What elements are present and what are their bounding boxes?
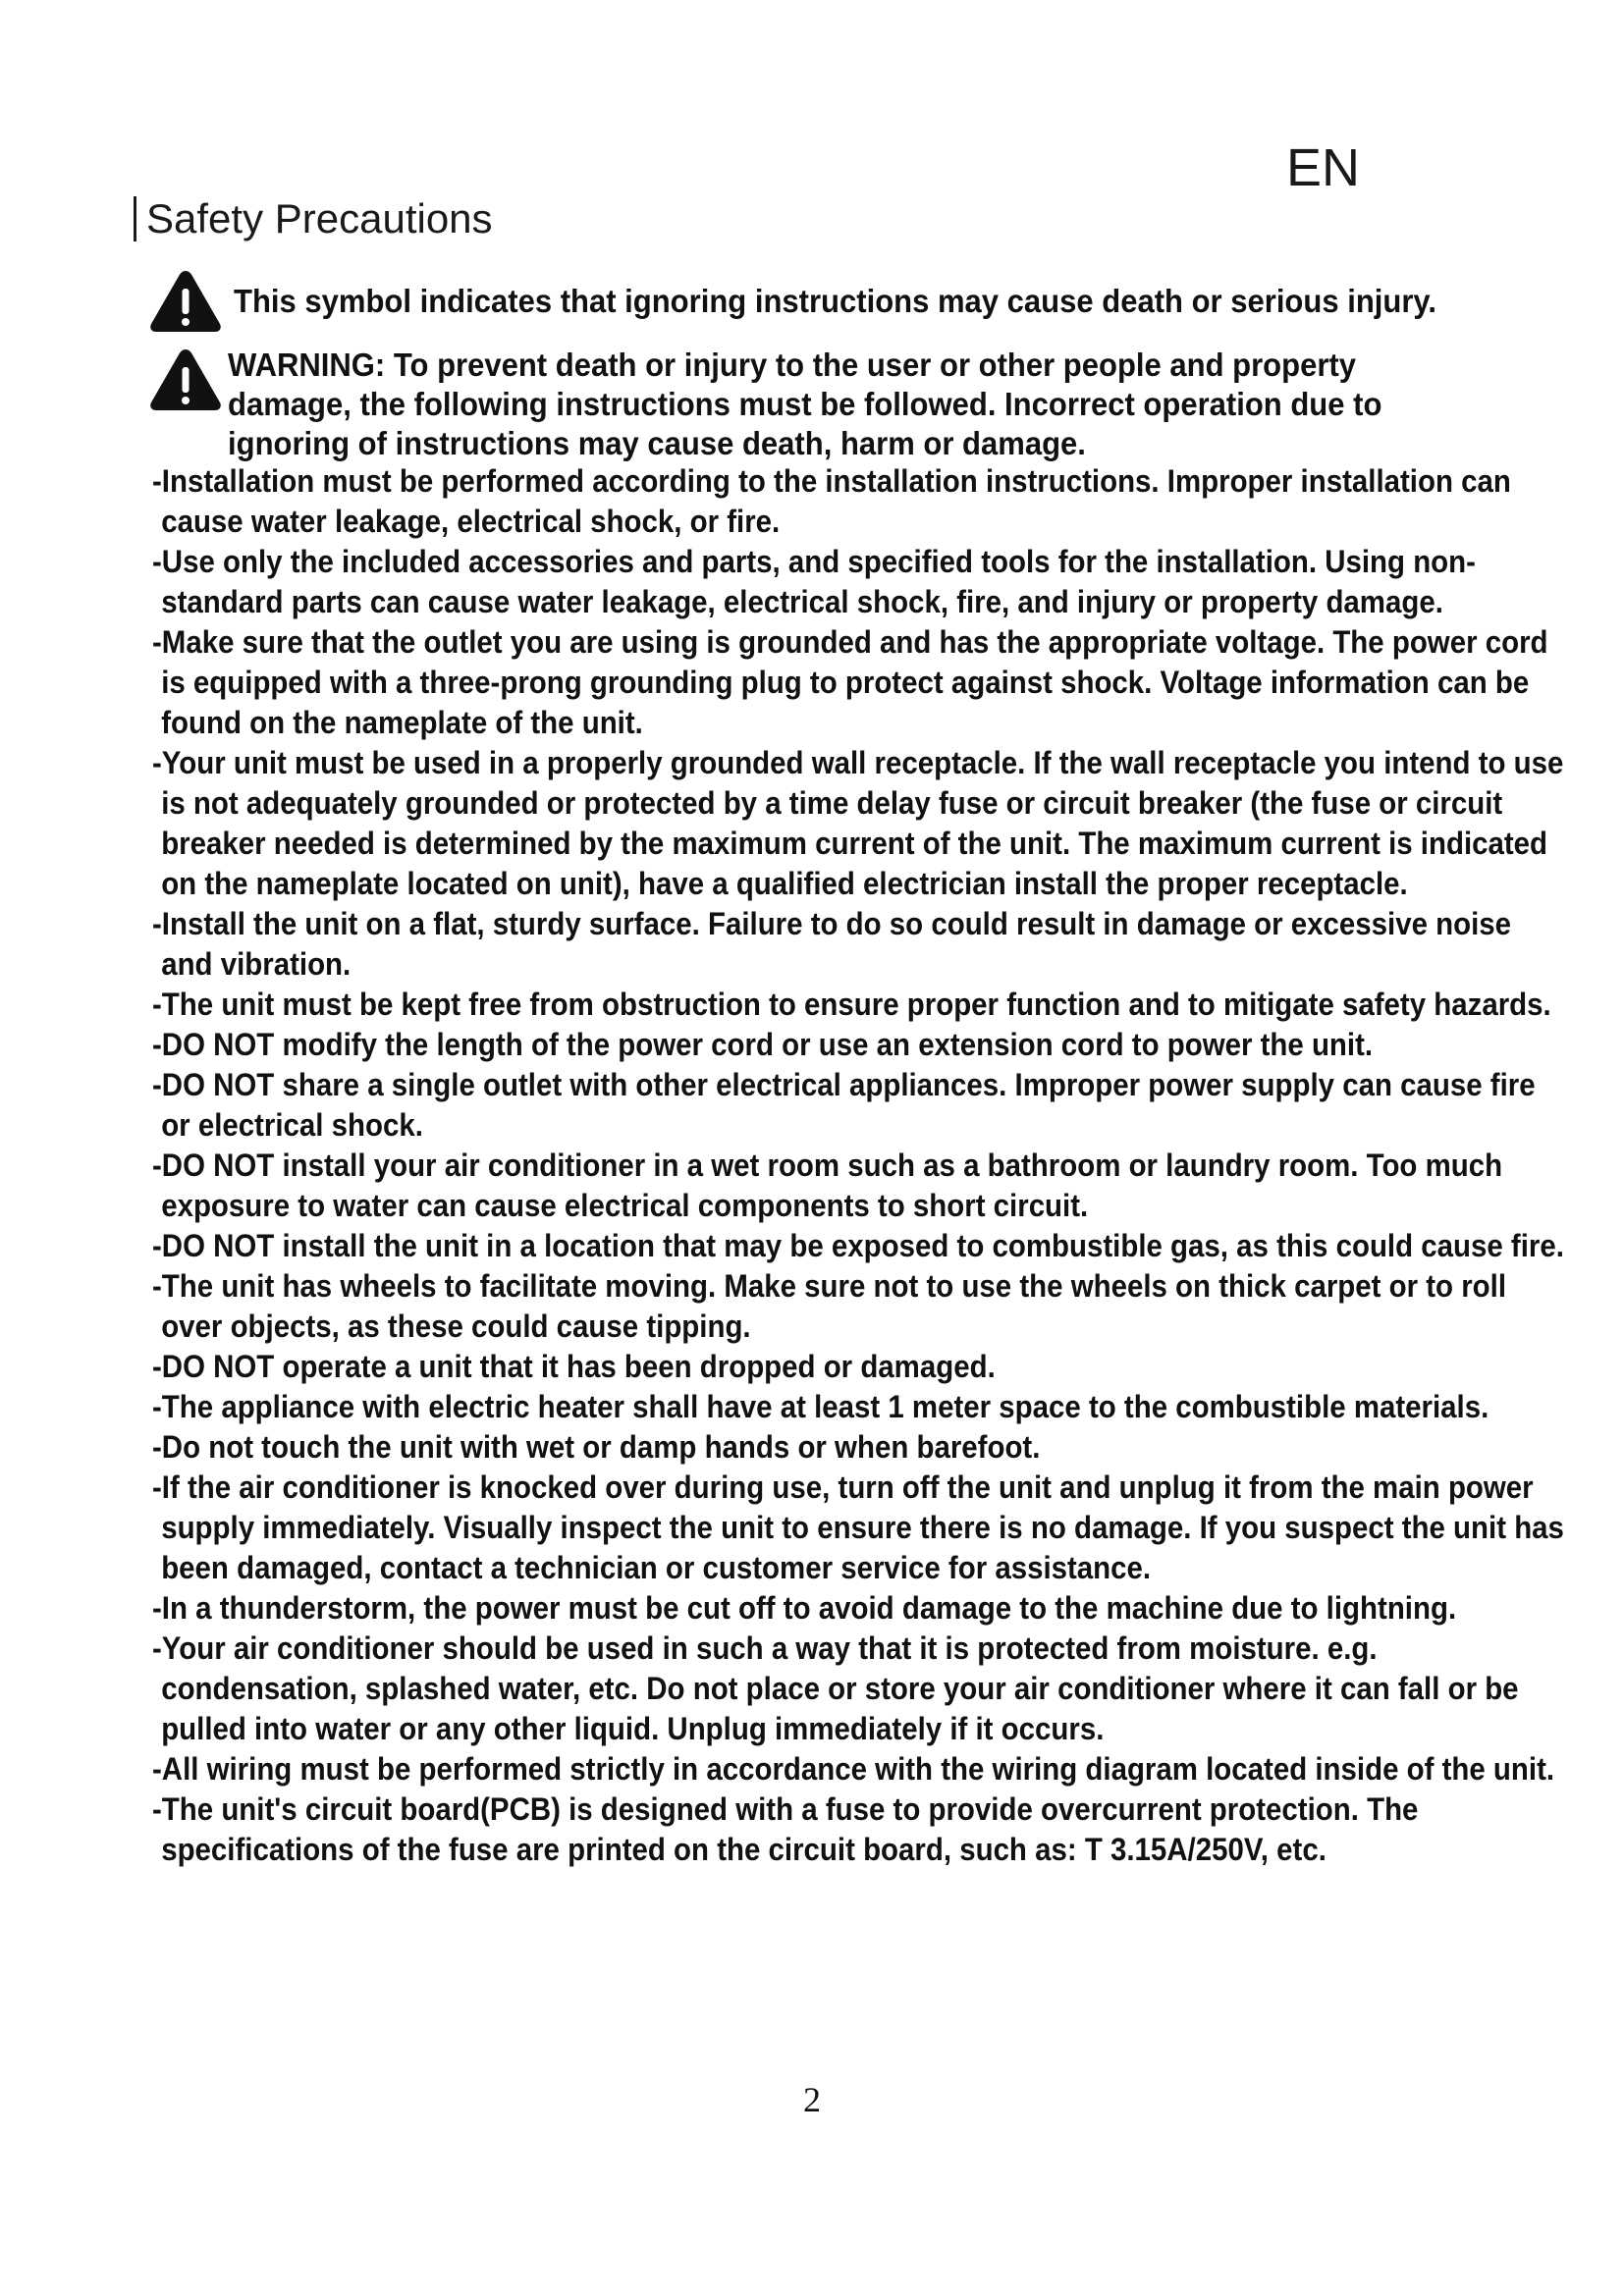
precaution-item: -Installation must be performed according to the installation instructions. Improper installation can cause water leakage, electrical shock, or fire. xyxy=(152,463,1511,539)
precaution-item: -DO NOT install your air conditioner in a wet room such as a bathroom or laundry room. Too much exposure to water can cause electrical components to short circuit. xyxy=(152,1148,1503,1223)
warning-triangle-icon xyxy=(147,346,224,414)
precaution-item: -Use only the included accessories and parts, and specified tools for the installation. Using non-standard parts can cause water leakage, electrical shock, fire, and injury or property damage. xyxy=(152,544,1476,619)
precaution-item: -DO NOT share a single outlet with other electrical appliances. Improper power supply can cause fire or electrical shock. xyxy=(152,1067,1536,1143)
warning-triangle-icon xyxy=(147,267,224,336)
precaution-item: -In a thunderstorm, the power must be cut off to avoid damage to the machine due to lightning. xyxy=(152,1590,1457,1626)
precaution-item: -The unit has wheels to facilitate moving. Make sure not to use the wheels on thick carpet or to roll over objects, as these could cause tipping. xyxy=(152,1268,1507,1344)
symbol-note-text: This symbol indicates that ignoring instructions may cause death or serious injury. xyxy=(234,283,1436,319)
precaution-item: -Your unit must be used in a properly grounded wall receptacle. If the wall receptacle you intend to use is not adequately grounded or protected by a time delay fuse or circuit breaker (the fuse or circuit breaker needed is determined by the maximum current of the unit. The maximum current is indicated on the nameplate located on unit), have a qualified electrician install the proper receptacle. xyxy=(152,745,1564,901)
precaution-item: -Do not touch the unit with wet or damp hands or when barefoot. xyxy=(152,1429,1041,1465)
language-label: EN xyxy=(1286,138,1361,197)
precaution-item: -If the air conditioner is knocked over during use, turn off the unit and unplug it from the main power supply immediately. Visually inspect the unit to ensure there is no damage. If you suspect the unit has been damaged, contact a technician or customer service for assistance. xyxy=(152,1469,1564,1585)
precaution-item: -Your air conditioner should be used in such a way that it is protected from moisture. e.g. condensation, splashed water, etc. Do not place or store your air conditioner where it can fall or be pulled into water or any other liquid. Unplug immediately if it occurs. xyxy=(152,1630,1519,1746)
precaution-item: -DO NOT install the unit in a location that may be exposed to combustible gas, as this could cause fire. xyxy=(152,1228,1564,1263)
precaution-list xyxy=(152,461,1564,1870)
precaution-item: -The unit's circuit board(PCB) is designed with a fuse to provide overcurrent protection. The specifications of the fuse are printed on the circuit board, such as: T 3.15A/250V, etc. xyxy=(152,1791,1419,1867)
precaution-item: -All wiring must be performed strictly in accordance with the wiring diagram located inside of the unit. xyxy=(152,1751,1555,1787)
precaution-item: -Install the unit on a flat, sturdy surface. Failure to do so could result in damage or excessive noise and vibration. xyxy=(152,906,1512,982)
precaution-item: -Make sure that the outlet you are using is grounded and has the appropriate voltage. The power cord is equipped with a three-prong grounding plug to protect against shock. Voltage information can be found on the nameplate of the unit. xyxy=(152,624,1548,740)
precaution-item: -DO NOT modify the length of the power cord or use an extension cord to power the unit. xyxy=(152,1027,1374,1062)
warning-text: WARNING: To prevent death or injury to the user or other people and property damage, the following instructions must be followed. Incorrect operation due to ignoring of instructions may cause death, harm or damage. xyxy=(228,347,1382,461)
symbol-note xyxy=(147,267,1513,336)
precaution-item: -The appliance with electric heater shall have at least 1 meter space to the combustible materials. xyxy=(152,1389,1489,1424)
section-title: Safety Precautions xyxy=(134,196,493,241)
precaution-item: -DO NOT operate a unit that it has been dropped or damaged. xyxy=(152,1349,996,1384)
page-number: 2 xyxy=(803,2080,821,2119)
precaution-item: -The unit must be kept free from obstruction to ensure proper function and to mitigate safety hazards. xyxy=(152,987,1551,1022)
